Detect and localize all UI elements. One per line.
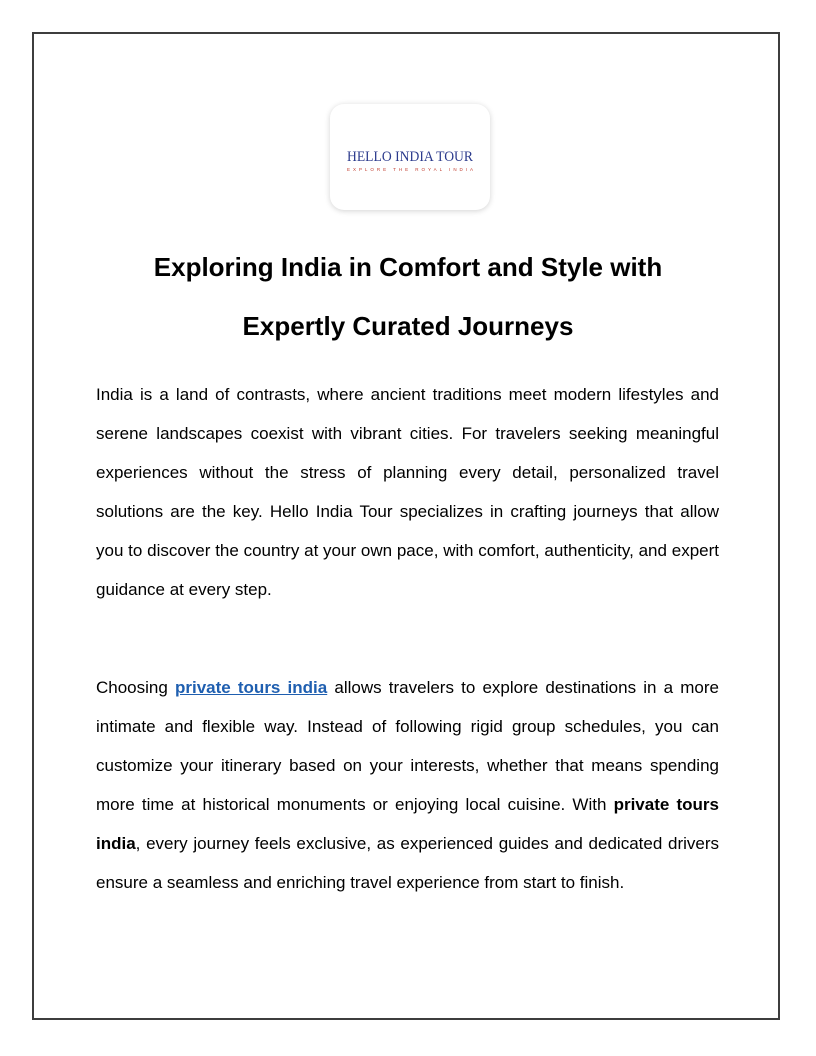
- hello-india-tour-logo: [330, 104, 490, 210]
- private-tours-india-link[interactable]: private tours india: [174, 678, 328, 697]
- intro-paragraph: India is a land of contrasts, where ancient traditions meet modern lifestyles and serene landscapes coexist with vibrant cities. For travelers seeking meaningful experiences without the stress of planning every detail, personalized travel solutions are the key. Hello India Tour specializes in crafting journeys that allow you to discover the country at your own pace, with comfort, authenticity, and expert guidance at every step.: [96, 385, 719, 599]
- private-tours-paragraph: [96, 668, 719, 902]
- page-title-line-1: Exploring India in Comfort and Style with: [153, 252, 663, 282]
- paragraph-lead: Choosing: [96, 678, 175, 697]
- paragraph-tail: , every journey feels exclusive, as experienced guides and dedicated drivers ensure a seamless and enriching travel experience from start to finish.: [96, 834, 719, 892]
- logo-card: [330, 104, 490, 210]
- paragraph-middle: allows travelers to explore destinations in a more intimate and flexible way. Instead of following rigid group schedules, you can customize your itinerary based on your interests, whether that means spending more time at historical monuments or enjoying local cuisine. With: [96, 678, 719, 814]
- page-title-line-2: Expertly Curated Journeys: [242, 311, 574, 341]
- logo-tagline: EXPLORE THE ROYAL INDIA: [347, 167, 473, 172]
- logo-brand-text: HELLO INDIA TOUR: [347, 149, 474, 165]
- private-tours-india-bold: private tours india: [96, 795, 719, 853]
